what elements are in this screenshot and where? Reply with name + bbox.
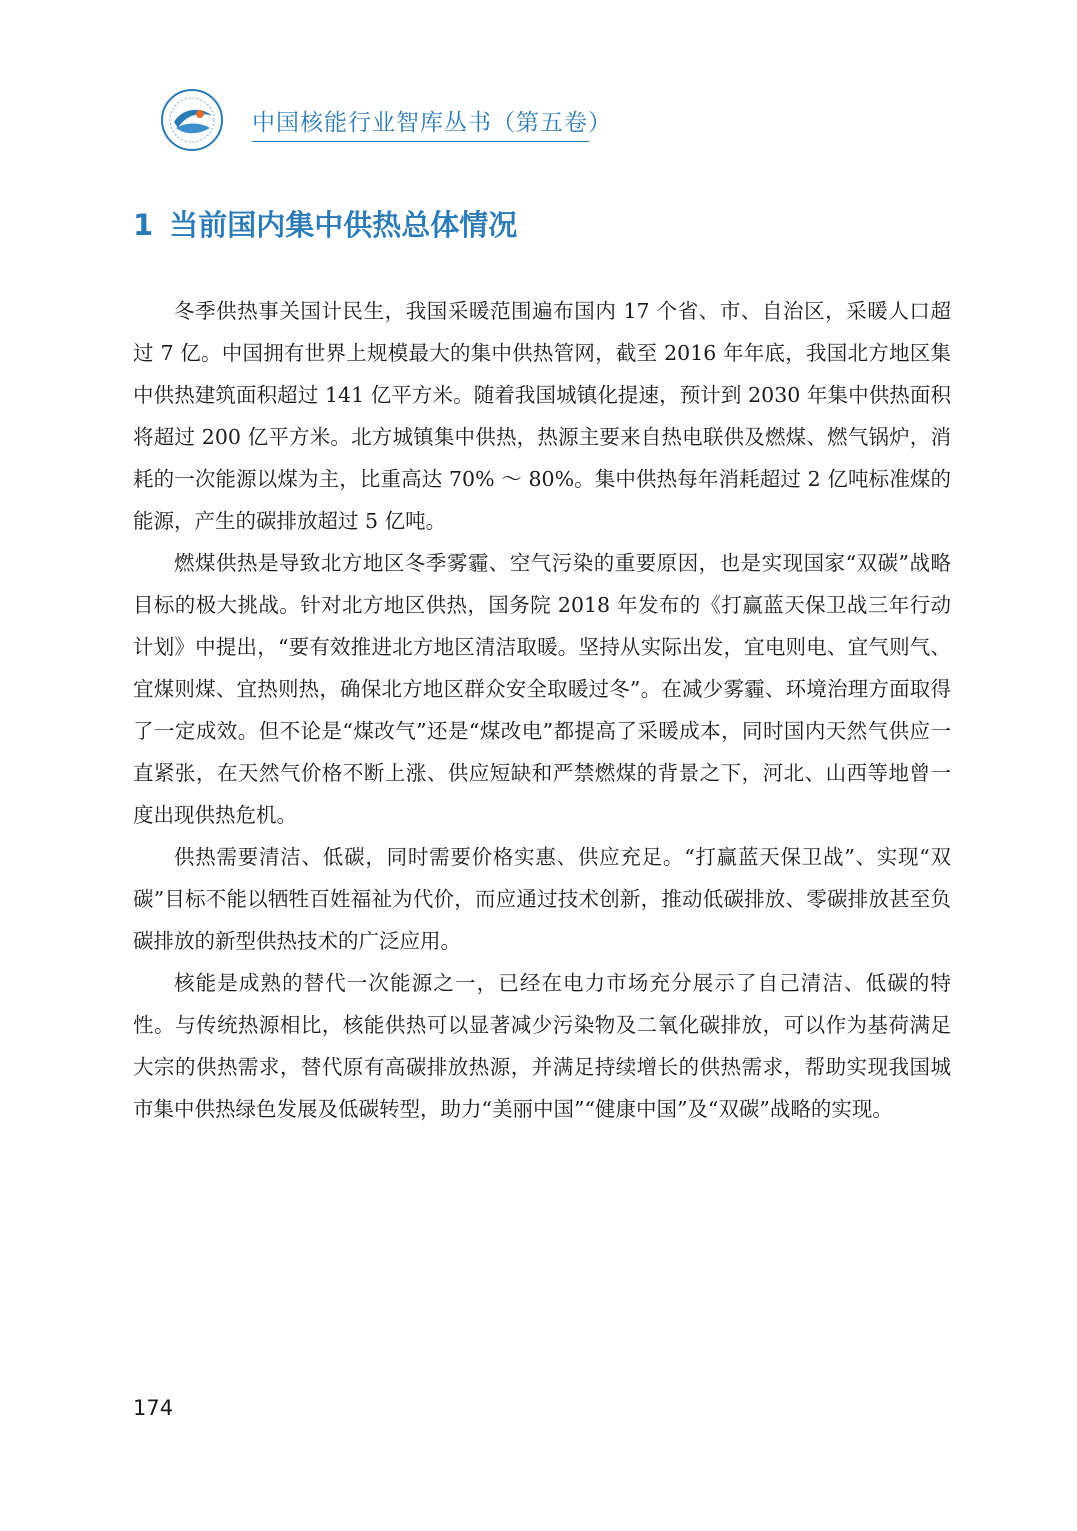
paragraph: 核能是成熟的替代一次能源之一，已经在电力市场充分展示了自己清洁、低碳的特性。与传统热源相比，核能供热可以显著减少污染物及二氧化碳排放，可以作为基荷满足大宗的供热需求，替代原有高碳排放热源，并满足持续增长的供热需求，帮助实现我国城市集中供热绿色发展及低碳转型，助力“美丽中国”“健康中国”及“双碳”战略的实现。 bbox=[133, 971, 951, 1121]
section-title: 当前国内集中供热总体情况 bbox=[169, 208, 518, 242]
section-number: 1 bbox=[133, 208, 154, 242]
body-text bbox=[133, 290, 951, 1130]
section-heading bbox=[133, 203, 517, 244]
association-logo-icon bbox=[160, 88, 224, 152]
page-number: 174 bbox=[133, 1396, 174, 1420]
paragraph: 供热需要清洁、低碳，同时需要价格实惠、供应充足。“打赢蓝天保卫战”、实现“双碳”目标不能以牺牲百姓福祉为代价，而应通过技术创新，推动低碳排放、零碳排放甚至负碳排放的新型供热技术的广泛应用。 bbox=[133, 845, 951, 953]
header-divider bbox=[252, 141, 589, 142]
paragraph: 冬季供热事关国计民生，我国采暖范围遍布国内 17 个省、市、自治区，采暖人口超过 7 亿。中国拥有世界上规模最大的集中供热管网，截至 2016 年年底，我国北方地区集中供热建筑面积超过 141 亿平方米。随着我国城镇化提速，预计到 2030 年集中供热面积将超过 200 亿平方米。北方城镇集中供热，热源主要来自热电联供及燃煤、燃气锅炉，消耗的一次能源以煤为主，比重高达 70% ～ 80%。集中供热每年消耗超过 2 亿吨标准煤的能源，产生的碳排放超过 5 亿吨。 bbox=[133, 299, 951, 533]
paragraph: 燃煤供热是导致北方地区冬季雾霾、空气污染的重要原因，也是实现国家“双碳”战略目标的极大挑战。针对北方地区供热，国务院 2018 年发布的《打赢蓝天保卫战三年行动计划》中提出，“要有效推进北方地区清洁取暖。坚持从实际出发，宜电则电、宜气则气、宜煤则煤、宜热则热，确保北方地区群众安全取暖过冬”。在减少雾霾、环境治理方面取得了一定成效。但不论是“煤改气”还是“煤改电”都提高了采暖成本，同时国内天然气供应一直紧张，在天然气价格不断上涨、供应短缺和严禁燃煤的背景之下，河北、山西等地曾一度出现供热危机。 bbox=[133, 551, 951, 827]
series-title: 中国核能行业智库丛书（第五卷） bbox=[252, 110, 612, 136]
